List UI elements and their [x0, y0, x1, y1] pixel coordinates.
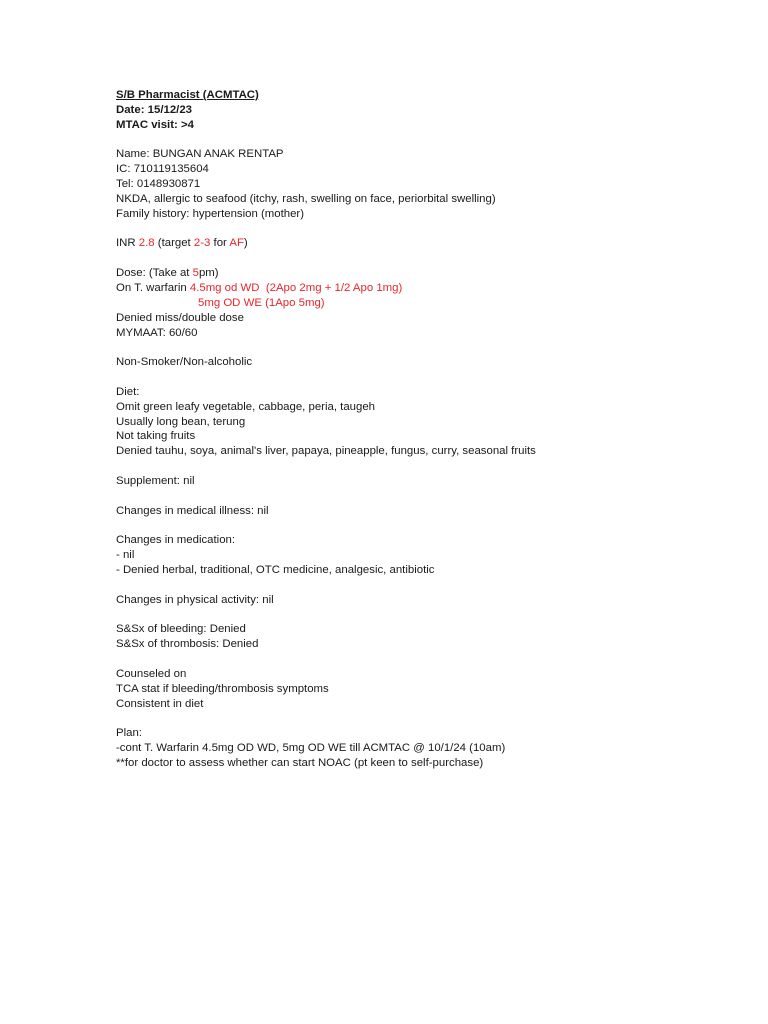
note-date: Date: 15/12/23 — [116, 103, 192, 116]
diet-heading: Diet: — [116, 385, 140, 398]
counsel-heading: Counseled on — [116, 667, 187, 680]
medical-illness: Changes in medical illness: nil — [116, 504, 269, 517]
spacer — [116, 652, 736, 667]
plan-heading: Plan: — [116, 727, 142, 740]
spacer — [116, 489, 736, 504]
weekday-regimen: 4.5mg od WD (2Apo 2mg + 1/2 Apo 1mg) — [189, 281, 403, 294]
spacer — [116, 251, 736, 266]
spacer — [116, 518, 736, 533]
spacer — [116, 459, 736, 474]
diet-item: Denied tauhu, soya, animal's liver, papaya, pineapple, fungus, curry, seasonal fruits — [116, 445, 536, 458]
patient-ic: IC: 710119135604 — [116, 163, 209, 176]
diet-item: Omit green leafy vegetable, cabbage, peria, taugeh — [116, 400, 375, 413]
thrombosis-signs: S&Sx of thrombosis: Denied — [116, 638, 259, 651]
dose-timing — [116, 266, 736, 281]
weekend-regimen: 5mg OD WE (1Apo 5mg) — [198, 296, 325, 309]
bleeding-signs: S&Sx of bleeding: Denied — [116, 623, 246, 636]
spacer — [116, 133, 736, 148]
medication-heading: Changes in medication: — [116, 534, 236, 547]
note-title: S/B Pharmacist (ACMTAC) — [116, 89, 259, 101]
inr-target-range: 2-3 — [193, 237, 211, 250]
allergy-status: NKDA, allergic to seafood (itchy, rash, swelling on face, periorbital swelling) — [116, 192, 496, 205]
dose-hour: 5 — [192, 267, 199, 280]
spacer — [116, 222, 736, 237]
social-habits: Non-Smoker/Non-alcoholic — [116, 356, 253, 369]
plan-item: **for doctor to assess whether can start NOAC (pt keen to self-purchase) — [116, 756, 484, 769]
patient-name: Name: BUNGAN ANAK RENTAP — [116, 148, 284, 161]
spacer — [116, 608, 736, 623]
inr-for-label: for — [210, 237, 230, 250]
inr-label: INR — [116, 237, 139, 250]
spacer — [116, 370, 736, 385]
dose-timing-suffix: pm) — [198, 267, 219, 280]
diet-item: Not taking fruits — [116, 430, 196, 443]
inr-close: ) — [243, 237, 248, 250]
clinical-note — [116, 88, 736, 771]
inr-value: 2.8 — [138, 237, 155, 250]
family-history: Family history: hypertension (mother) — [116, 207, 305, 220]
counsel-item: Consistent in diet — [116, 697, 204, 710]
medication-item: - nil — [116, 549, 135, 562]
physical-activity: Changes in physical activity: nil — [116, 593, 274, 606]
mymaat-score: MYMAAT: 60/60 — [116, 326, 198, 339]
mtac-visit: MTAC visit: >4 — [116, 118, 194, 131]
inr-target-label: (target — [154, 237, 194, 250]
medication-item: - Denied herbal, traditional, OTC medicine, analgesic, antibiotic — [116, 564, 435, 576]
supplement: Supplement: nil — [116, 474, 195, 487]
inr-indication: AF — [229, 237, 244, 250]
spacer — [116, 711, 736, 726]
adherence: Denied miss/double dose — [116, 311, 244, 324]
spacer — [116, 340, 736, 355]
inr-line — [116, 236, 736, 251]
counsel-item: TCA stat if bleeding/thrombosis symptoms — [116, 682, 329, 695]
patient-tel: Tel: 0148930871 — [116, 178, 201, 191]
diet-item: Usually long bean, terung — [116, 415, 246, 428]
warfarin-weekday — [116, 281, 736, 296]
dose-timing-label: Dose: (Take at — [116, 267, 193, 280]
warfarin-label: On T. warfarin — [116, 281, 190, 294]
spacer — [116, 578, 736, 593]
plan-item: -cont T. Warfarin 4.5mg OD WD, 5mg OD WE till ACMTAC @ 10/1/24 (10am) — [116, 742, 506, 755]
